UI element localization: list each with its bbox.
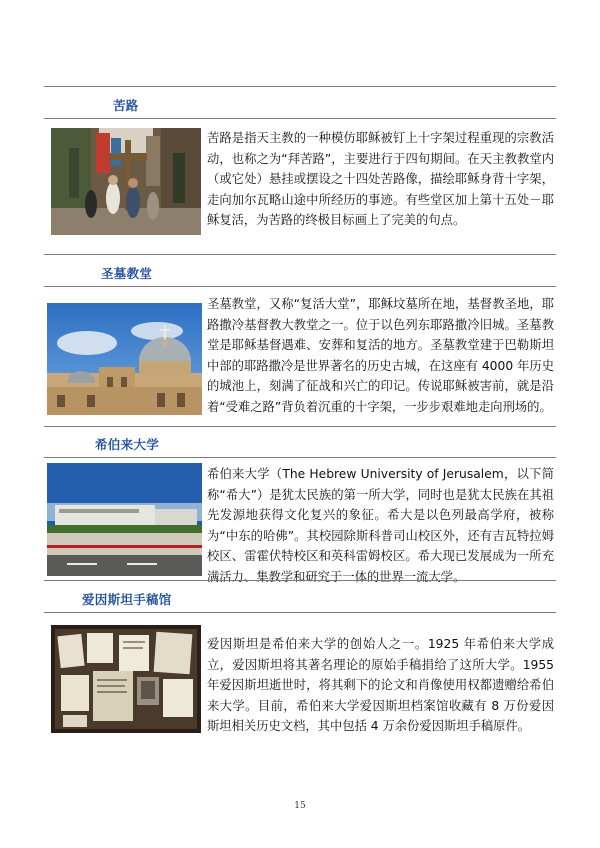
section-heading: 希伯来大学 — [95, 437, 160, 452]
section-heading: 圣墓教堂 — [101, 266, 153, 281]
via-dolorosa-photo — [51, 128, 201, 235]
hebrew-university-photo — [47, 463, 202, 576]
section-body-text: 苦路是指天主教的一种模仿耶稣被钉上十字架过程重现的宗教活动，也称之为“拜苦路”，主要进行于四旬期间。在天主教教堂内（或它处）悬挂或摆设之十四处苦路像，描绘耶稣身背十字架，走向加尔瓦略山途中所经历的事迹。有些堂区加上第十五处－耶稣复活，为苦路的终极目标画上了完美的句点。 — [207, 131, 554, 227]
section-body-text: 爱因斯坦是希伯来大学的创始人之一。1925 年希伯来大学成立，爱因斯坦将其著名理论的原始手稿捐给了这所大学。1955 年爱因斯坦逝世时，将其剩下的论文和肖像使用权都遗赠给希伯来大学。目前，希伯来大学爱因斯坦档案馆收藏有 8 万份爱因斯坦相关历史文档，其中包括 4 万余份爱因斯坦手稿原件。 — [207, 637, 554, 733]
section-divider — [44, 612, 556, 613]
einstein-manuscripts-photo — [51, 625, 201, 733]
section-heading: 爱因斯坦手稿馆 — [82, 592, 172, 607]
section-divider — [44, 426, 556, 427]
section-body-text: 圣墓教堂，又称“复活大堂”，耶稣坟墓所在地，基督教圣地，耶路撒冷基督教大教堂之一。位于以色列东耶路撒冷旧城。圣墓教堂是耶稣基督遇难、安葬和复活的地方。圣墓教堂建于巴勒斯坦中部的耶路撒冷是世界著名的历史古城，在这座有 4000 年历史的城池上，刻满了征战和兴亡的印记。传说耶稣被害前，就是沿着“受难之路”背负着沉重的十字架，一步步艰难地走向刑场的。 — [207, 297, 554, 414]
section-divider — [44, 286, 556, 287]
page-number: 15 — [294, 801, 306, 811]
section-divider — [44, 580, 556, 581]
section-divider — [44, 86, 556, 87]
holy-sepulchre-photo — [47, 303, 202, 415]
section-divider — [44, 254, 556, 255]
section-body-text: 希伯来大学（The Hebrew University of Jerusalem，以下简称“希大”）是犹太民族的第一所大学，同时也是犹太民族在其祖先发源地获得文化复兴的象征。希大是以色列最高学府，被称为“中东的哈佛”。其校园除斯科普司山校区外，还有吉瓦特拉姆校区、雷霍伏特校区和英科雷姆校区。希大现已发展成为一所充满活力、集教学和研究于一体的世界一流大学。 — [207, 467, 554, 584]
section-divider — [44, 457, 556, 458]
section-divider — [44, 118, 556, 119]
section-heading: 苦路 — [113, 98, 139, 113]
